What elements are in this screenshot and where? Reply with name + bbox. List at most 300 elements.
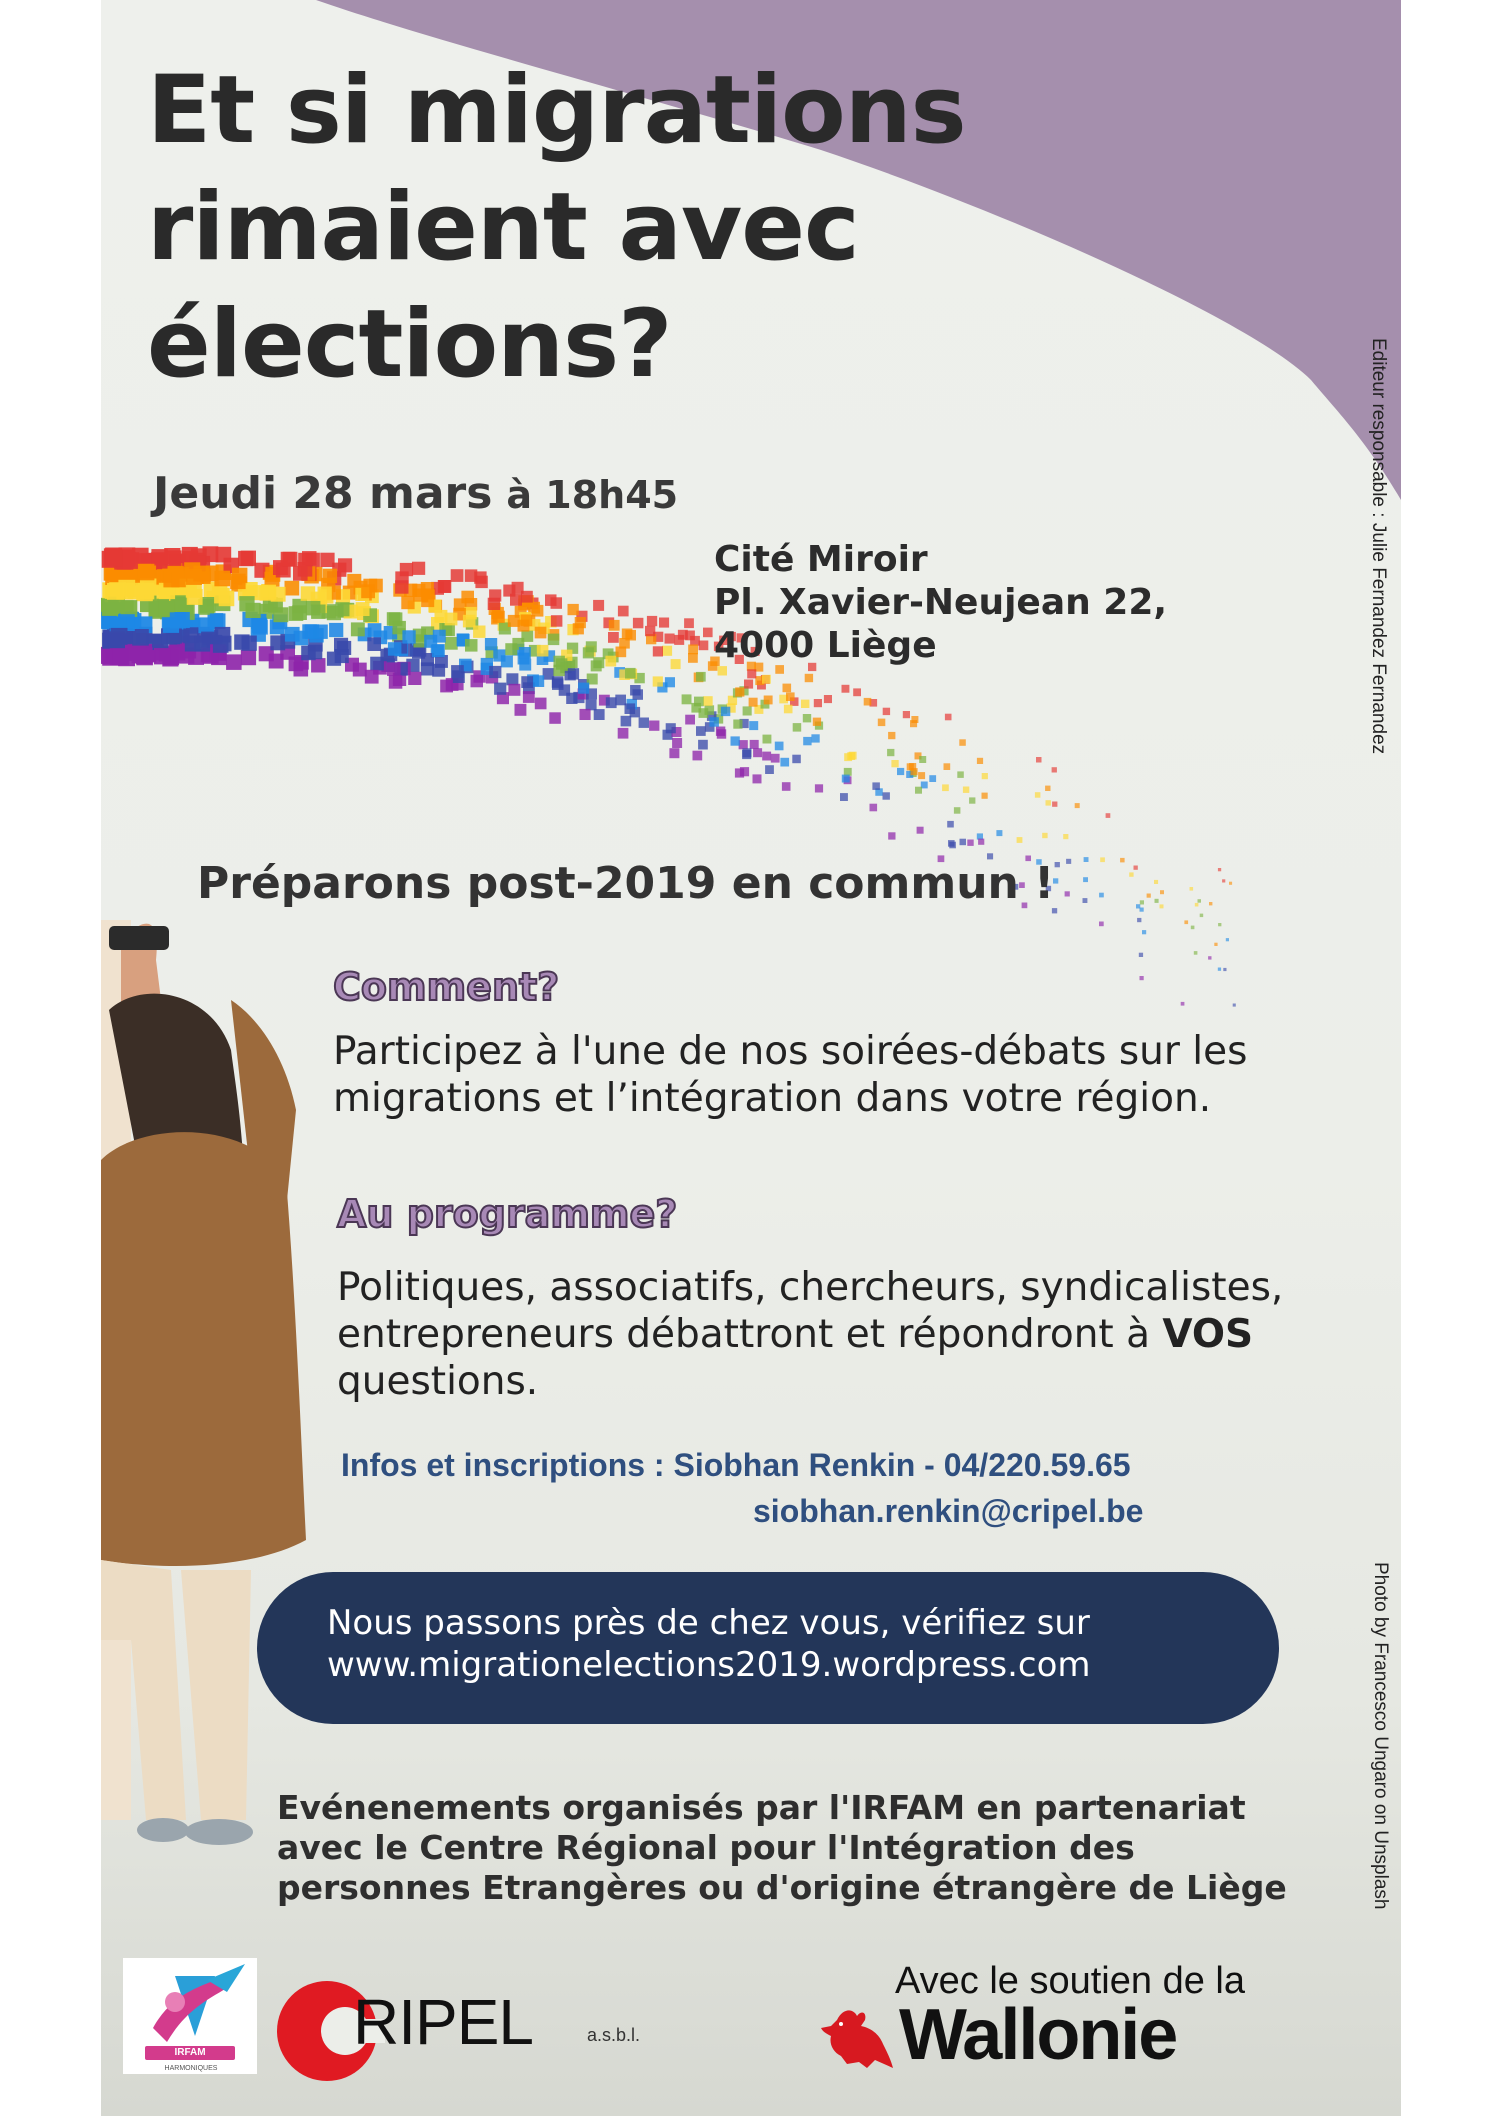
wallonie-support-text: Avec le soutien de la: [895, 1960, 1245, 2002]
organizers-line1: Evénenements organisés par l'IRFAM en partenariat: [277, 1788, 1246, 1827]
rainbow-particle: [367, 637, 381, 651]
rainbow-particle: [521, 591, 533, 603]
rainbow-particle: [1198, 899, 1202, 903]
editeur-credit: Editeur responsable : Julie Fernandez Fernandez: [1368, 338, 1389, 755]
rainbow-particle: [351, 622, 365, 636]
rainbow-particle: [253, 585, 268, 600]
rainbow-particle: [445, 613, 458, 626]
rainbow-particle: [285, 581, 300, 596]
rainbow-particle: [967, 840, 973, 846]
rainbow-particle: [782, 782, 791, 791]
rainbow-particle: [764, 696, 773, 705]
rainbow-particle: [1052, 802, 1057, 807]
rainbow-particle: [649, 721, 659, 731]
rainbow-particle: [187, 589, 203, 605]
rainbow-particle: [1160, 890, 1164, 894]
rainbow-particle: [813, 718, 821, 726]
rainbow-particle: [765, 765, 774, 774]
rainbow-particle: [671, 659, 681, 669]
rainbow-particle: [883, 708, 890, 715]
rainbow-particle: [903, 711, 910, 718]
rainbow-particle: [616, 647, 627, 658]
banner-line1: Nous passons près de chez vous, vérifiez sur: [327, 1603, 1090, 1643]
rainbow-particle: [1052, 767, 1057, 772]
rainbow-particle: [273, 607, 288, 622]
rainbow-particle: [669, 748, 679, 758]
rainbow-particle: [739, 740, 748, 749]
rainbow-particle: [888, 832, 895, 839]
rainbow-particle: [1055, 862, 1060, 867]
rainbow-particle: [1200, 914, 1204, 918]
rainbow-particle: [618, 728, 629, 739]
rainbow-particle: [888, 732, 895, 739]
rainbow-particle: [506, 673, 518, 685]
rainbow-particle: [401, 596, 414, 609]
rainbow-particle: [306, 601, 321, 616]
rainbow-particle: [878, 719, 886, 727]
photo-credit: Photo by Francesco Ungaro on Unsplash: [1370, 1562, 1391, 1910]
rainbow-particle: [370, 657, 384, 671]
rainbow-particle: [294, 662, 309, 677]
rainbow-particle: [1063, 834, 1068, 839]
rainbow-particle: [763, 735, 772, 744]
rainbow-particle: [136, 647, 153, 664]
rainbow-particle: [241, 551, 256, 566]
banner-url[interactable]: www.migrationelections2019.wordpress.com: [327, 1645, 1091, 1685]
rainbow-particle: [747, 669, 756, 678]
rainbow-particle: [694, 697, 704, 707]
rainbow-particle: [864, 698, 872, 706]
rainbow-particle: [954, 807, 961, 814]
rainbow-particle: [1065, 891, 1070, 896]
rainbow-particle: [870, 804, 878, 812]
rainbow-particle: [919, 756, 926, 763]
rainbow-particle: [475, 576, 487, 588]
rainbow-particle: [568, 604, 579, 615]
programme-text: [337, 1264, 1337, 1405]
rainbow-particle: [198, 617, 214, 633]
rainbow-particle: [659, 618, 669, 628]
rainbow-particle: [717, 729, 726, 738]
organizers-line3: personnes Etrangères ou d'origine étrangère de Liège: [277, 1868, 1287, 1907]
rainbow-particle: [762, 675, 771, 684]
rainbow-particle: [672, 738, 682, 748]
rainbow-particle: [709, 717, 719, 727]
comment-text: Participez à l'une de nos soirées-débats sur les migrations et l’intégration dans votre région.: [333, 1029, 1248, 1121]
rainbow-particle: [625, 703, 636, 714]
rainbow-particle: [463, 615, 476, 628]
rainbow-particle: [666, 723, 676, 733]
rainbow-particle: [318, 587, 332, 601]
rainbow-particle: [365, 670, 379, 684]
rainbow-particle: [1181, 1002, 1185, 1006]
rainbow-particle: [996, 830, 1002, 836]
rainbow-particle: [1218, 868, 1221, 871]
date-text: Jeudi 28 mars: [153, 468, 493, 519]
rainbow-particle: [519, 659, 531, 671]
rainbow-particle: [805, 674, 813, 682]
infos-block: [341, 1442, 1143, 1534]
rainbow-particle: [578, 683, 589, 694]
rainbow-particle: [485, 638, 497, 650]
rainbow-particle: [842, 775, 850, 783]
rainbow-particle: [408, 672, 421, 685]
rainbow-particle: [721, 707, 730, 716]
rainbow-particle: [703, 628, 713, 638]
rainbow-particle: [489, 666, 501, 678]
rainbow-particle: [132, 629, 149, 646]
rainbow-particle: [281, 552, 296, 567]
rainbow-particle: [320, 553, 334, 567]
rainbow-particle: [1226, 938, 1229, 941]
rainbow-particle: [1042, 833, 1047, 838]
rainbow-particle: [803, 737, 811, 745]
rainbow-particle: [653, 646, 663, 656]
rainbow-particle: [633, 689, 644, 700]
infos-email[interactable]: siobhan.renkin@cripel.be: [753, 1493, 1144, 1529]
programme-text-end: questions.: [337, 1359, 539, 1404]
rainbow-particle: [1142, 930, 1146, 934]
rainbow-particle: [1160, 904, 1164, 908]
rainbow-particle: [1195, 903, 1199, 907]
rainbow-particle: [608, 632, 619, 643]
comment-heading: Comment?: [333, 965, 560, 1009]
rainbow-particle: [269, 654, 284, 669]
rainbow-particle: [559, 684, 570, 695]
rainbow-particle: [586, 699, 597, 710]
rainbow-particle: [285, 627, 300, 642]
rainbow-particle: [780, 758, 789, 767]
rainbow-particle: [918, 772, 925, 779]
rainbow-particle: [594, 709, 605, 720]
rainbow-particle: [302, 551, 317, 566]
rainbow-particle: [771, 754, 780, 763]
rainbow-particle: [609, 620, 620, 631]
cripel-logo: [275, 1975, 735, 2085]
rainbow-particle: [1184, 920, 1188, 924]
rainbow-particle: [301, 646, 316, 661]
rainbow-particle: [1208, 956, 1211, 959]
rainbow-particle: [744, 680, 753, 689]
rainbow-particle: [982, 773, 988, 779]
rainbow-particle: [960, 839, 967, 846]
rainbow-particle: [1194, 951, 1198, 955]
rainbow-particle: [515, 704, 527, 716]
rainbow-particle: [493, 611, 505, 623]
rainbow-particle: [1229, 882, 1232, 885]
rainbow-particle: [969, 797, 975, 803]
rainbow-particle: [535, 627, 547, 639]
rainbow-particle: [682, 694, 692, 704]
rainbow-particle: [982, 793, 988, 799]
rainbow-particle: [645, 626, 655, 636]
poster: [101, 0, 1401, 2116]
rainbow-particle: [625, 668, 636, 679]
irfam-label: IRFAM: [145, 2046, 235, 2060]
rainbow-particle: [949, 842, 956, 849]
rainbow-particle: [170, 612, 186, 628]
rainbow-particle: [762, 752, 771, 761]
rainbow-particle: [493, 649, 505, 661]
rainbow-particle: [138, 564, 155, 581]
rainbow-particle: [1035, 792, 1041, 798]
rainbow-particle: [684, 618, 694, 628]
rainbow-particle: [1045, 786, 1050, 791]
rainbow-particle: [665, 634, 675, 644]
rainbow-particle: [662, 646, 672, 656]
tagline: Préparons post-2019 en commun !: [197, 858, 1055, 909]
rainbow-particle: [465, 639, 478, 652]
rainbow-particle: [733, 720, 742, 729]
rainbow-particle: [633, 618, 644, 629]
rainbow-particle: [1155, 899, 1159, 903]
cripel-wordmark: RIPEL: [353, 1986, 533, 2058]
rainbow-particle: [753, 748, 762, 757]
rainbow-particle: [698, 740, 708, 750]
organizers-line2: avec le Centre Régional pour l'Intégration des: [277, 1828, 1135, 1867]
rainbow-particle: [402, 630, 415, 643]
rainbow-particle: [1140, 976, 1144, 980]
rainbow-particle: [335, 602, 349, 616]
rainbow-particle: [1100, 857, 1105, 862]
rainbow-particle: [897, 768, 904, 775]
rainbow-particle: [944, 763, 951, 770]
rainbow-particle: [591, 660, 602, 671]
rainbow-particle: [368, 623, 382, 637]
rainbow-particle: [1106, 813, 1111, 818]
rainbow-particle: [1139, 953, 1143, 957]
rainbow-particle: [556, 658, 567, 669]
rainbow-particle: [1218, 923, 1221, 926]
rainbow-particle: [891, 760, 898, 767]
irfam-logo: [123, 1958, 257, 2074]
rainbow-particle: [545, 594, 557, 606]
rainbow-particle: [786, 692, 795, 701]
rainbow-particle: [1084, 857, 1089, 862]
rainbow-particle: [688, 645, 698, 655]
rainbow-particle: [329, 623, 343, 637]
rainbow-particle: [699, 708, 709, 718]
rainbow-particle: [213, 637, 229, 653]
rainbow-particle: [1147, 894, 1151, 898]
rainbow-particle: [621, 716, 632, 727]
rainbow-particle: [356, 602, 370, 616]
rainbow-particle: [883, 792, 890, 799]
rainbow-particle: [814, 699, 822, 707]
rainbow-particle: [505, 643, 517, 655]
rainbow-particle: [1036, 757, 1042, 763]
rainbow-particle: [784, 705, 793, 714]
rainbow-particle: [653, 676, 663, 686]
rainbow-particle: [1134, 866, 1138, 870]
rainbow-particle: [239, 596, 254, 611]
rainbow-particle: [347, 574, 361, 588]
rainbow-particle: [533, 675, 545, 687]
rainbow-particle: [568, 668, 579, 679]
wallonie-wordmark: Wallonie: [899, 1995, 1177, 2075]
rainbow-particle: [749, 721, 758, 730]
rainbow-particle: [1222, 879, 1225, 882]
rainbow-particle: [583, 647, 594, 658]
rainbow-particle: [811, 734, 819, 742]
rainbow-particle: [824, 695, 832, 703]
rainbow-particle: [872, 782, 880, 790]
rooster-icon: [817, 2002, 895, 2074]
rainbow-particle: [575, 617, 586, 628]
rainbow-particle: [242, 636, 257, 651]
rainbow-particle: [639, 718, 649, 728]
rainbow-particle: [783, 684, 792, 693]
rainbow-particle: [389, 675, 403, 689]
rainbow-particle: [1137, 918, 1141, 922]
rainbow-particle: [1120, 858, 1125, 863]
rainbow-particle: [606, 697, 617, 708]
rainbow-particle: [214, 571, 230, 587]
rainbow-particle: [909, 763, 916, 770]
rainbow-particle: [112, 648, 129, 665]
rainbow-particle: [1083, 898, 1088, 903]
rainbow-particle: [226, 654, 242, 670]
rainbow-particle: [1218, 968, 1221, 971]
rainbow-particle: [749, 698, 758, 707]
rainbow-particle: [674, 635, 684, 645]
rainbow-particle: [792, 755, 801, 764]
rainbow-particle: [508, 684, 520, 696]
rainbow-particle: [735, 687, 744, 696]
event-date: [153, 468, 678, 519]
rainbow-particle: [489, 589, 501, 601]
rainbow-particle: [1046, 800, 1051, 805]
rainbow-particle: [696, 726, 706, 736]
rainbow-particle: [580, 709, 591, 720]
rainbow-particle: [323, 569, 337, 583]
rainbow-particle: [543, 668, 555, 680]
rainbow-particle: [395, 580, 408, 593]
rainbow-particle: [537, 645, 549, 657]
rainbow-particle: [703, 696, 713, 706]
rainbow-particle: [1083, 877, 1088, 882]
programme-text-bold: VOS: [1162, 1312, 1254, 1357]
rainbow-particle: [688, 653, 698, 663]
rainbow-particle: [929, 775, 936, 782]
rainbow-particle: [685, 715, 695, 725]
rainbow-particle: [1129, 872, 1133, 876]
rainbow-particle: [718, 666, 727, 675]
rainbow-particle: [1099, 893, 1104, 898]
rainbow-particle: [699, 641, 709, 651]
rainbow-particle: [451, 665, 464, 678]
infos-line: Infos et inscriptions : Siobhan Renkin - 04/220.59.65: [341, 1447, 1131, 1483]
cripel-asbl: a.s.b.l.: [587, 2025, 641, 2045]
rainbow-particle: [108, 631, 125, 648]
venue-address: Pl. Xavier-Neujean 22,: [714, 582, 1168, 623]
venue-city: 4000 Liège: [714, 625, 937, 666]
rainbow-particle: [853, 688, 861, 696]
rainbow-particle: [445, 637, 458, 650]
rainbow-particle: [232, 568, 247, 583]
rainbow-particle: [605, 656, 616, 667]
rainbow-particle: [815, 784, 823, 792]
rainbow-particle: [753, 774, 762, 783]
rainbow-particle: [164, 548, 180, 564]
rainbow-particle: [551, 615, 563, 627]
programme-heading: Au programme?: [337, 1192, 678, 1236]
rainbow-particle: [959, 739, 966, 746]
rainbow-particle: [361, 584, 375, 598]
rainbow-particle: [775, 742, 784, 751]
rainbow-particle: [1017, 837, 1023, 843]
rainbow-particle: [1191, 926, 1195, 930]
rainbow-particle: [801, 700, 809, 708]
rainbow-particle: [942, 784, 949, 791]
rainbow-particle: [548, 634, 560, 646]
rainbow-particle: [842, 685, 850, 693]
rainbow-particle: [947, 821, 954, 828]
rainbow-particle: [1233, 1004, 1236, 1007]
rainbow-particle: [1214, 943, 1217, 946]
rainbow-particle: [735, 768, 744, 777]
rainbow-particle: [793, 723, 802, 732]
rainbow-particle: [451, 569, 464, 582]
rainbow-particle: [917, 827, 924, 834]
rainbow-particle: [696, 672, 706, 682]
rainbow-particle: [194, 636, 210, 652]
venue-name: Cité Miroir: [714, 539, 928, 580]
rainbow-particle: [625, 630, 636, 641]
rainbow-particle: [313, 625, 327, 639]
rainbow-particle: [911, 716, 918, 723]
rainbow-particle: [508, 615, 520, 627]
rainbow-particle: [978, 839, 984, 845]
rainbow-particle: [521, 676, 533, 688]
rainbow-particle: [421, 594, 434, 607]
rainbow-particle: [421, 582, 434, 595]
rainbow-particle: [963, 787, 969, 793]
rainbow-particle: [615, 695, 626, 706]
rainbow-particle: [1066, 859, 1071, 864]
rainbow-particle: [1075, 803, 1080, 808]
poster-title: Et si migrations rimaient avec élections?: [147, 56, 966, 399]
rainbow-particle: [412, 562, 425, 575]
rainbow-particle: [494, 683, 506, 695]
rainbow-particle: [1190, 887, 1194, 891]
rainbow-particle: [440, 680, 453, 693]
rainbow-particle: [1140, 900, 1144, 904]
programme-text-start: Politiques, associatifs, chercheurs, syndicalistes, entrepreneurs débattront et répondront à: [337, 1265, 1284, 1357]
rainbow-particle: [742, 748, 751, 757]
rainbow-particle: [957, 771, 964, 778]
website-banner: [257, 1572, 1279, 1724]
rainbow-particle: [1140, 908, 1144, 912]
rainbow-particle: [549, 712, 561, 724]
rainbow-particle: [154, 648, 170, 664]
rainbow-particle: [471, 675, 484, 688]
rainbow-particle: [182, 547, 198, 563]
rainbow-particle: [840, 793, 848, 801]
venue-block: [714, 538, 1167, 667]
rainbow-particle: [731, 736, 740, 745]
rainbow-particle: [186, 569, 202, 585]
irfam-sub-label: HARMONIQUES: [164, 2065, 218, 2072]
rainbow-particle: [535, 698, 547, 710]
rainbow-particle: [1209, 902, 1212, 905]
rainbow-particle: [388, 642, 402, 656]
rainbow-particle: [1099, 922, 1104, 927]
rainbow-particle: [803, 714, 811, 722]
rainbow-particle: [292, 605, 307, 620]
rainbow-particle: [241, 650, 256, 665]
organizers-text: [277, 1788, 1287, 1908]
